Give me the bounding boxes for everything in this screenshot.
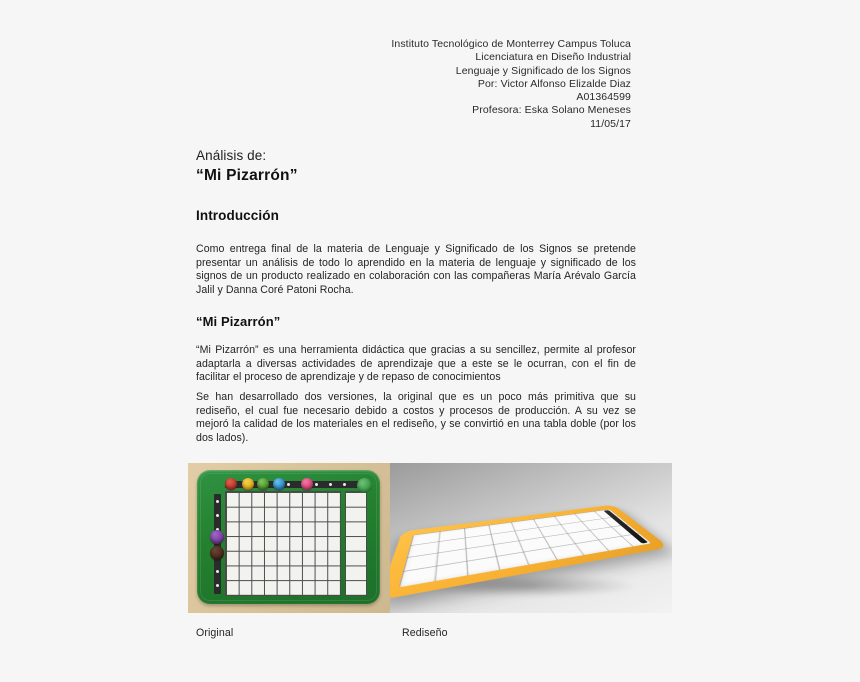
green-board [197, 470, 380, 604]
caption-redesign: Rediseño [402, 627, 448, 639]
corner-knob-icon [357, 478, 372, 493]
paragraph-introduccion: Como entrega final de la materia de Lenguaje y Significado de los Signos se pretende presentar un análisis de todo lo aprendido en la materia de lenguaje y significado de los signos de un producto realizado en colaboración con las compañeras María Arévalo García Jalil y Danna Coré Patoni Rocha. [196, 243, 636, 296]
figure-row [188, 463, 672, 613]
chip-blue-icon [273, 478, 285, 490]
chip-brown-icon [210, 546, 224, 560]
paragraph-herramienta: “Mi Pizarrón” es una herramienta didáctica que gracias a su sencillez, permite al profesor adaptarla a diversas actividades de aprendizaje que a este se le ocurran, con el fin de facilitar el proceso de aprendizaje y de repaso de conocimientos [196, 344, 636, 384]
chip-yellow-icon [242, 478, 254, 490]
header-professor: Profesora: Eska Solano Meneses [472, 104, 631, 117]
page-title [196, 147, 636, 186]
chip-red-icon [225, 478, 237, 490]
chip-purple-icon [210, 530, 224, 544]
header-student-id: A01364599 [576, 91, 631, 104]
left-marker-strip [214, 494, 221, 594]
document-header [190, 38, 631, 131]
caption-original: Original [196, 627, 234, 639]
paragraph-versiones: Se han desarrollado dos versiones, la original que es un poco más primitiva que su rediseño, el cual fue necesario debido a costos y procesos de producción. A su vez se mejoró la calidad de los materiales en el rediseño, y se convirtió en una tabla doble (por los dos lados). [196, 391, 636, 444]
title-prefix: Análisis de: [196, 148, 267, 163]
chip-green-icon [257, 478, 269, 490]
heading-introduccion: Introducción [196, 208, 279, 223]
header-author: Por: Victor Alfonso Elizalde Diaz [477, 77, 631, 90]
figure-redesign-render [390, 463, 672, 613]
heading-mi-pizarron: “Mi Pizarrón” [196, 314, 281, 329]
header-institution: Instituto Tecnológico de Monterrey Campus Toluca [391, 38, 631, 50]
chip-pink-icon [301, 478, 313, 490]
board-grid-main [225, 491, 341, 596]
header-course: Lenguaje y Significado de los Signos [455, 64, 631, 77]
top-marker-strip [225, 481, 365, 488]
header-program: Licenciatura en Diseño Industrial [475, 51, 631, 64]
figure-original-photo [188, 463, 390, 613]
title-main: “Mi Pizarrón” [196, 167, 298, 184]
board-grid-side-column [345, 491, 367, 596]
header-date: 11/05/17 [590, 117, 631, 130]
